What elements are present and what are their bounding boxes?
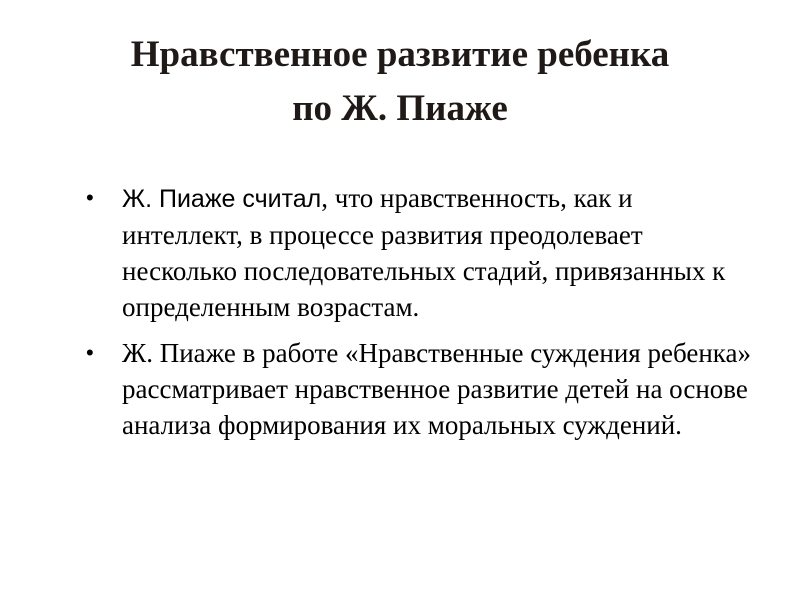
bullet-1-text: , что нравственность, как и интеллект, в процессе развития преодолевает несколько последовательных стадий, привязанных к определенным возрастам. <box>122 183 726 322</box>
bullet-item-1 <box>0 180 800 325</box>
bullet-list <box>0 180 800 453</box>
slide-title <box>60 28 740 136</box>
bullet-item-2 <box>0 335 800 443</box>
bullet-2-text: Ж. Пиаже в работе «Нравственные суждения ребенка» рассматривает нравственное развитие детей на основе анализа формирования их моральных суждений. <box>122 338 751 440</box>
slide-title-line-2: по Ж. Пиаже <box>292 88 508 129</box>
bullet-1-lead: Ж. Пиаже считал <box>122 185 322 213</box>
bullet-icon: • <box>86 185 94 210</box>
bullet-icon: • <box>86 340 94 365</box>
slide-title-line-1: Нравственное развитие ребенка <box>130 34 670 75</box>
